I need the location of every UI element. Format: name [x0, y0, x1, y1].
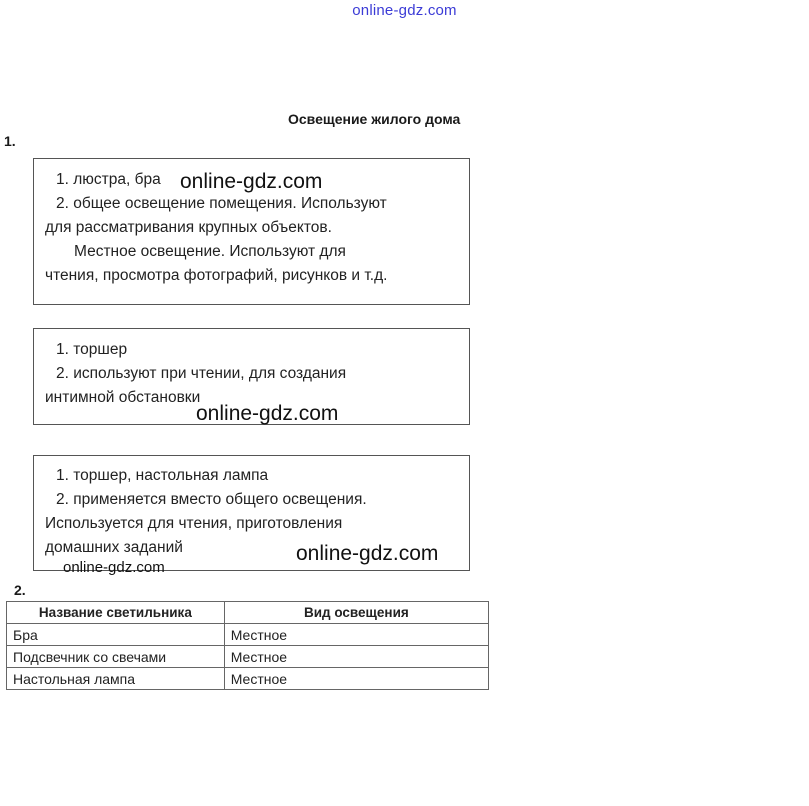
table-cell: Местное [224, 624, 488, 646]
table-header-cell: Название светильника [7, 602, 225, 624]
site-watermark-small: online-gdz.com [63, 559, 165, 576]
table-row [7, 646, 489, 668]
lighting-table [6, 601, 489, 690]
page-title: Освещение жилого дома [288, 111, 461, 127]
box1-line: 2. общее освещение помещения. Используют [56, 195, 387, 212]
box1-line: для рассматривания крупных объектов. [45, 219, 332, 236]
site-watermark: online-gdz.com [296, 542, 439, 565]
box3-line: 2. применяется вместо общего освещения. [56, 491, 367, 508]
table-header-cell: Вид освещения [224, 602, 488, 624]
box3-line: 1. торшер, настольная лампа [56, 467, 269, 484]
section-1-number: 1. [4, 133, 16, 149]
section-2-number: 2. [14, 582, 26, 598]
site-watermark: online-gdz.com [196, 402, 339, 425]
box3-line: домашних заданий [45, 539, 183, 556]
box2-line: 1. торшер [56, 341, 128, 358]
box2-line: 2. используют при чтении, для создания [56, 365, 347, 382]
box2-line: интимной обстановки [45, 389, 201, 406]
table-row [7, 668, 489, 690]
box3-line: Используется для чтения, приготовления [45, 515, 343, 532]
box1-line: 1. люстра, бра [56, 171, 161, 188]
table-cell: Местное [224, 668, 488, 690]
box1-line: чтения, просмотра фотографий, рисунков и т.д. [45, 267, 388, 284]
box1-line: Местное освещение. Используют для [74, 243, 346, 260]
table-cell: Местное [224, 646, 488, 668]
table-cell: Настольная лампа [7, 668, 225, 690]
table-cell: Подсвечник со свечами [7, 646, 225, 668]
table-cell: Бра [7, 624, 225, 646]
site-watermark: online-gdz.com [180, 170, 323, 193]
table-row [7, 624, 489, 646]
site-watermark-top: online-gdz.com [352, 2, 457, 19]
table-header-row [7, 602, 489, 624]
